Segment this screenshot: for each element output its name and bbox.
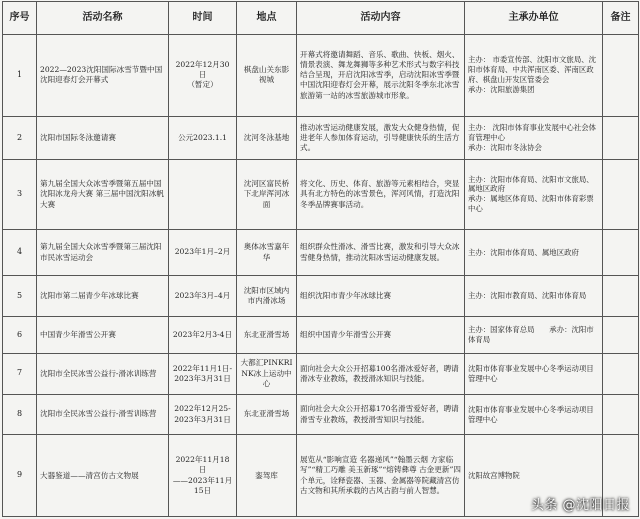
- row-org: 主办：国家体育总局 承办：沈阳市体育局: [465, 317, 603, 354]
- row-place: 沈河区富民桥下北岸浑河冰面: [237, 160, 297, 229]
- row-org: 主办： 沈阳市体育事业发展中心社会体育管理中心 承办：沈阳市冬泳协会: [465, 116, 603, 160]
- header-org: 主承办单位: [465, 2, 603, 35]
- row-name: 第九届全国大众冰雪季暨第三届沈阳市民冰雪运动会: [37, 229, 169, 276]
- row-time: [169, 160, 237, 229]
- row-place: 銮驾库: [237, 435, 297, 517]
- row-content: 面向社会大众公开招募100名滑冰爱好者，聘请滑冰专业教练，教授滑冰知识与技能。: [297, 353, 465, 394]
- row-time: 公元2023.1.1: [169, 116, 237, 160]
- row-num: 1: [3, 35, 37, 117]
- row-content: 组织中国青少年滑雪公开赛: [297, 317, 465, 354]
- source-watermark: 头条 @沈阳日报: [530, 498, 630, 513]
- row-org: 沈阳市体育事业发展中心冬季运动项目管理中心: [465, 394, 603, 435]
- row-num: 8: [3, 394, 37, 435]
- row-content: 将文化、历史、体育、旅游等元素相结合，突显具有北方特色的冰雪景色，浑河风情，打造沈阳冬季品牌赛事活动。: [297, 160, 465, 229]
- row-num: 6: [3, 317, 37, 354]
- row-content: 推动冰雪运动健康发展，激发大众健身热情，促进老年人参加体育运动，引导健康快乐的生活方式。: [297, 116, 465, 160]
- row-time: 2022年12月30日 （暂定）: [169, 35, 237, 117]
- row-num: 4: [3, 229, 37, 276]
- row-num: 7: [3, 353, 37, 394]
- row-note: [603, 276, 639, 317]
- row-place: 沈河冬泳基地: [237, 116, 297, 160]
- row-org: 主办： 市委宣传部、沈阳市文旅局、沈阳市体育局、中共浑南区委、浑南区政府、棋盘山开发区管委会 承办：沈阳旅游集团: [465, 35, 603, 117]
- row-place: 东北亚滑雪场: [237, 394, 297, 435]
- row-org: 沈阳市体育事业发展中心冬季运动项目管理中心: [465, 353, 603, 394]
- row-num: 2: [3, 116, 37, 160]
- row-num: 3: [3, 160, 37, 229]
- row-place: 东北亚滑雪场: [237, 317, 297, 354]
- row-org: 主办：沈阳市体育局、属地区政府: [465, 229, 603, 276]
- row-time: 2023年1月–2月: [169, 229, 237, 276]
- header-time: 时间: [169, 2, 237, 35]
- row-time: 2023年2月3-4日: [169, 317, 237, 354]
- row-note: [603, 353, 639, 394]
- table-row: [3, 160, 639, 229]
- row-place: 沈阳市区域内市内滑冰场: [237, 276, 297, 317]
- table-row: [3, 394, 639, 435]
- row-name: 第九届全国大众冰雪季暨第五届中国沈阳冰龙舟大赛 第三届中国沈阳冰帆大赛: [37, 160, 169, 229]
- row-time: 2022年11月1日-2023年3月31日: [169, 353, 237, 394]
- row-content: 展览从“影响宣造 名器递风”“翰墨云烟 方家临写”“精工巧雕 美玉新琢”“熔铸彝尊 古金更新”四个单元，诠释瓷器、玉器、金属器等院藏清宫仿古文物和其所承载的古风古韵与前人智慧。: [297, 435, 465, 517]
- row-name: 2022—2023沈阳国际冰雪节暨中国沈阳迎春灯会开幕式: [37, 35, 169, 117]
- row-org: 沈阳故宫博物院: [465, 435, 603, 517]
- header-row: [3, 2, 639, 35]
- events-table: [2, 1, 639, 517]
- row-name: 沈阳市全民冰雪公益行-滑雪训练营: [37, 394, 169, 435]
- row-place: 大都汇PINKRINK冰上运动中心: [237, 353, 297, 394]
- row-time: 2022年12月25-2023年3月31日: [169, 394, 237, 435]
- row-note: [603, 229, 639, 276]
- row-time: 2022年11月18日 ——2023年11月15日: [169, 435, 237, 517]
- row-org: 主办：沈阳市体育局、沈阳市文旅局、属地区政府 承办：属地区体育局、沈阳市体育彩票中心: [465, 160, 603, 229]
- row-org: 主办：沈阳市教育局、沈阳市体育局: [465, 276, 603, 317]
- row-note: [603, 317, 639, 354]
- table-row: [3, 35, 639, 117]
- row-note: [603, 160, 639, 229]
- table-row: [3, 353, 639, 394]
- row-num: 5: [3, 276, 37, 317]
- row-note: [603, 35, 639, 117]
- header-place: 地点: [237, 2, 297, 35]
- row-name: 沈阳市全民冰雪公益行-滑冰训练营: [37, 353, 169, 394]
- table-row: [3, 276, 639, 317]
- row-note: [603, 116, 639, 160]
- row-place: 奥体冰雪嘉年华: [237, 229, 297, 276]
- row-note: [603, 394, 639, 435]
- row-content: 组织群众性滑冰、滑雪比赛，激发和引导大众冰雪健身热情，推动沈阳冰雪运动健康发展。: [297, 229, 465, 276]
- header-num: 序号: [3, 2, 37, 35]
- header-name: 活动名称: [37, 2, 169, 35]
- header-note: 备注: [603, 2, 639, 35]
- table-row: [3, 317, 639, 354]
- header-content: 活动内容: [297, 2, 465, 35]
- row-num: 9: [3, 435, 37, 517]
- row-place: 棋盘山关东影视城: [237, 35, 297, 117]
- row-name: 大器鉴道——清宫仿古文物展: [37, 435, 169, 517]
- row-name: 中国青少年滑雪公开赛: [37, 317, 169, 354]
- row-content: 面向社会大众公开招募170名滑雪爱好者，聘请滑雪专业教练，教授滑雪知识与技能。: [297, 394, 465, 435]
- row-time: 2023年3月–4月: [169, 276, 237, 317]
- row-content: 开幕式将邀请舞蹈、音乐、歌曲、快板、烟火、情景表演、舞龙舞狮等多种艺术形式与数字科技结合呈现，开启沈阳冰雪季，启动沈阳冰雪季暨中国沈阳迎春灯会开幕，展示沈阳冬季东北冰雪旅游第一站的冰雪旅游城市形象。: [297, 35, 465, 117]
- table-row: [3, 229, 639, 276]
- table-row: [3, 116, 639, 160]
- row-name: 沈阳市国际冬泳邀请赛: [37, 116, 169, 160]
- row-name: 沈阳市第二届青少年冰球比赛: [37, 276, 169, 317]
- row-content: 组织沈阳市青少年冰球比赛: [297, 276, 465, 317]
